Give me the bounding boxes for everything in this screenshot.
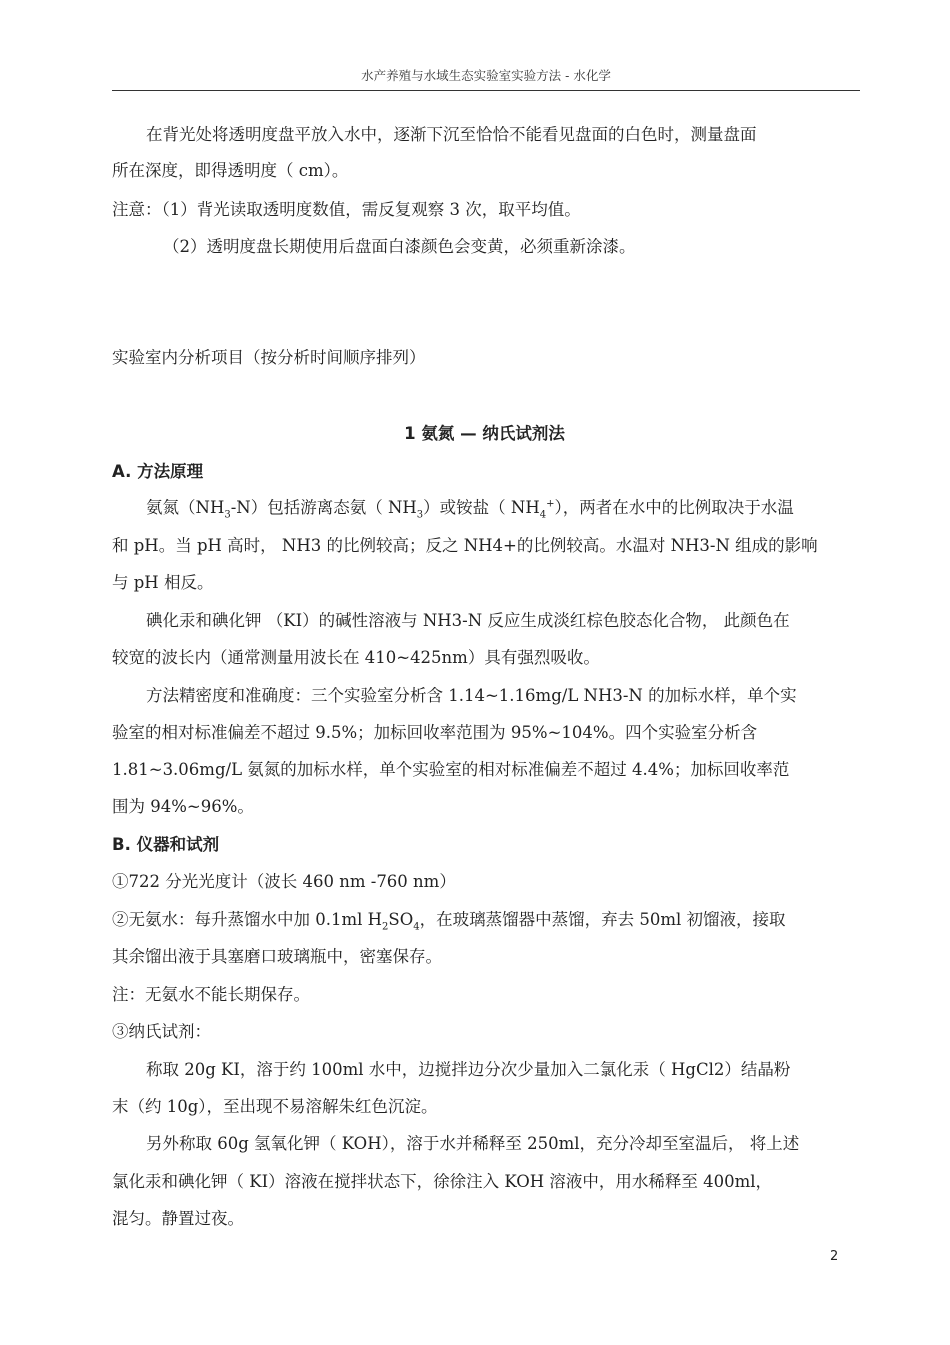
paragraph-line: 方法精密度和准确度：三个实验室分析含 1.14~1.16mg/L NH3-N 的加标水样，单个实 bbox=[146, 686, 797, 705]
paragraph-line: 末（约 10g），至出现不易溶解朱红色沉淀。 bbox=[112, 1097, 438, 1116]
paragraph-line: 所在深度，即得透明度（ cm）。 bbox=[112, 161, 349, 180]
method-heading: 1 氨氮 — 纳氏试剂法 bbox=[404, 424, 565, 443]
paragraph-line bbox=[146, 497, 891, 519]
paragraph-line: 另外称取 60g 氢氧化钾（ KOH），溶于水并稀释至 250ml，充分冷却至室温后， 将上述 bbox=[146, 1134, 800, 1153]
paragraph-line: 其余馏出液于具塞磨口玻璃瓶中，密塞保存。 bbox=[112, 947, 442, 966]
note-line: 注：无氨水不能长期保存。 bbox=[112, 985, 310, 1004]
subscript: 4 bbox=[539, 509, 547, 521]
paragraph-line: 和 pH。当 pH 高时， NH3 的比例较高；反之 NH4+的比例较高。水温对 NH3-N 组成的影响 bbox=[112, 536, 818, 555]
list-item bbox=[112, 909, 857, 931]
note-line: 注意：（1）背光读取透明度数值，需反复观察 3 次，取平均值。 bbox=[112, 200, 581, 219]
paragraph-line: 较宽的波长内（通常测量用波长在 410~425nm）具有强烈吸收。 bbox=[112, 648, 600, 667]
subscript: 2 bbox=[382, 921, 389, 933]
paragraph-line: 围为 94%~96%。 bbox=[112, 797, 254, 816]
text-run: ，在玻璃蒸馏器中蒸馏，弃去 50ml 初馏液，接取 bbox=[419, 910, 786, 929]
subsection-heading: B. 仪器和试剂 bbox=[112, 835, 220, 854]
running-header: 水产养殖与水域生态实验室实验方法 - 水化学 bbox=[361, 68, 611, 83]
text-run: -N）包括游离态氨（ NH bbox=[230, 498, 417, 517]
section-title: 实验室内分析项目（按分析时间顺序排列） bbox=[112, 348, 426, 367]
subscript: 4 bbox=[413, 921, 420, 933]
list-item: ③纳氏试剂： bbox=[112, 1022, 211, 1041]
text-run: ）或铵盐（ NH bbox=[423, 498, 540, 517]
paragraph-line: 氯化汞和碘化钾（ KI）溶液在搅拌状态下，徐徐注入 KOH 溶液中，用水稀释至 400ml， bbox=[112, 1172, 773, 1191]
paragraph-line: 与 pH 相反。 bbox=[112, 573, 214, 592]
superscript: + bbox=[546, 498, 555, 510]
subscript: 3 bbox=[224, 509, 231, 521]
header-rule bbox=[112, 90, 860, 91]
note-line: （2）透明度盘长期使用后盘面白漆颜色会变黄，必须重新涂漆。 bbox=[163, 237, 636, 256]
text-run: ），两者在水中的比例取决于水温 bbox=[554, 498, 794, 517]
paragraph-line: 在背光处将透明度盘平放入水中，逐渐下沉至恰恰不能看见盘面的白色时，测量盘面 bbox=[146, 125, 757, 144]
paragraph-line: 混匀。静置过夜。 bbox=[112, 1209, 244, 1228]
paragraph-line: 碘化汞和碘化钾 （KI）的碱性溶液与 NH3-N 反应生成淡红棕色胶态化合物， 此颜色在 bbox=[146, 611, 790, 630]
text-run: SO bbox=[388, 910, 414, 929]
text-run: 氨氮（NH bbox=[146, 498, 225, 517]
text-run: ②无氨水：每升蒸馏水中加 0.1ml H bbox=[112, 910, 383, 929]
paragraph-line: 验室的相对标准偏差不超过 9.5%；加标回收率范围为 95%~104%。四个实验室分析含 bbox=[112, 723, 758, 742]
list-item: ①722 分光光度计（波长 460 nm -760 nm） bbox=[112, 872, 456, 891]
page-number: 2 bbox=[830, 1249, 839, 1264]
paragraph-line: 称取 20g KI，溶于约 100ml 水中，边搅拌边分次少量加入二氯化汞（ HgCl2）结晶粉 bbox=[146, 1060, 791, 1079]
paragraph-line: 1.81~3.06mg/L 氨氮的加标水样，单个实验室的相对标准偏差不超过 4.4%；加标回收率范 bbox=[112, 760, 790, 779]
subsection-heading: A. 方法原理 bbox=[112, 462, 204, 481]
subscript: 3 bbox=[416, 509, 424, 521]
